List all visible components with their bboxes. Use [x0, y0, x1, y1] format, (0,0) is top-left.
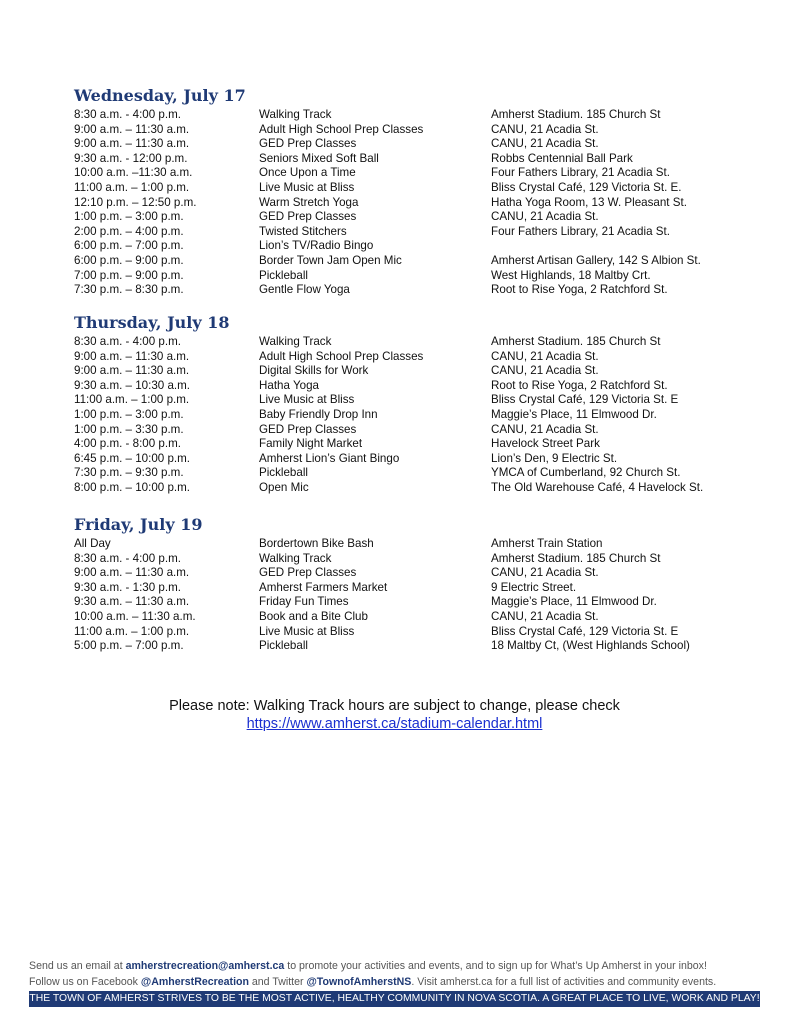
event-time: 11:00 a.m. – 1:00 p.m. — [74, 180, 190, 194]
event-row — [74, 253, 701, 269]
event-time: 5:00 p.m. – 7:00 p.m. — [74, 639, 184, 653]
event-location: Bliss Crystal Café, 129 Victoria St. E — [491, 393, 679, 407]
footer-twitter-handle[interactable]: @TownofAmherstNS — [306, 976, 412, 988]
day-heading: Wednesday, July 17 — [74, 86, 246, 105]
event-location: CANU, 21 Acadia St. — [491, 122, 599, 136]
event-location: CANU, 21 Acadia St. — [491, 609, 599, 623]
event-location: Four Fathers Library, 21 Acadia St. — [491, 166, 670, 180]
event-location: Amherst Stadium. 185 Church St — [491, 335, 661, 348]
event-location: Amherst Artisan Gallery, 142 S Albion St. — [491, 253, 701, 267]
event-location: CANU, 21 Acadia St. — [491, 364, 599, 378]
event-location: Root to Rise Yoga, 2 Ratchford St. — [491, 283, 668, 297]
event-time: 10:00 a.m. –11:30 a.m. — [74, 166, 193, 180]
event-time: 11:00 a.m. – 1:00 p.m. — [74, 393, 190, 407]
event-location: CANU, 21 Acadia St. — [491, 566, 599, 580]
event-name: Pickleball — [259, 268, 308, 282]
event-row — [74, 624, 679, 640]
event-name: Warm Stretch Yoga — [259, 195, 359, 209]
event-row — [74, 239, 374, 254]
event-time: 9:30 a.m. - 12:00 p.m. — [74, 151, 188, 165]
footer-social-post: . Visit amherst.ca for a full list of activities and community events. — [411, 976, 717, 988]
event-time: 12:10 p.m. – 12:50 p.m. — [74, 195, 197, 209]
event-list — [74, 537, 690, 654]
note-text: Please note: Walking Track hours are subject to change, please check — [169, 698, 620, 714]
event-time: 7:00 p.m. – 9:00 p.m. — [74, 268, 184, 282]
event-location: CANU, 21 Acadia St. — [491, 422, 599, 436]
event-name: Once Upon a Time — [259, 166, 356, 180]
event-location: 18 Maltby Ct, (West Highlands School) — [491, 639, 690, 653]
event-row — [74, 378, 668, 394]
event-location: Amherst Stadium. 185 Church St — [491, 108, 661, 121]
event-name: Live Music at Bliss — [259, 624, 355, 638]
event-location: Lion’s Den, 9 Electric St. — [491, 451, 618, 465]
event-name: Amherst Lion’s Giant Bingo — [259, 451, 400, 465]
event-time: 8:30 a.m. - 4:00 p.m. — [74, 108, 181, 121]
event-row — [74, 364, 599, 379]
footer-email-post: to promote your activities and events, and to sign up for What’s Up Amherst in your inbox! — [284, 960, 707, 972]
event-row — [74, 137, 599, 152]
event-row — [74, 335, 661, 350]
event-time: 9:00 a.m. – 11:30 a.m. — [74, 137, 190, 151]
event-time: 6:45 p.m. – 10:00 p.m. — [74, 451, 191, 465]
event-time: 1:00 p.m. – 3:30 p.m. — [74, 422, 184, 436]
event-name: GED Prep Classes — [259, 210, 357, 224]
event-time: All Day — [74, 537, 111, 550]
footer-facebook-handle[interactable]: @AmherstRecreation — [140, 976, 249, 988]
event-row — [74, 580, 577, 596]
event-time: 4:00 p.m. - 8:00 p.m. — [74, 437, 181, 451]
day-thursday — [74, 313, 704, 496]
event-row — [74, 122, 599, 138]
event-row — [74, 609, 599, 625]
day-wednesday — [74, 86, 701, 298]
event-row — [74, 537, 603, 552]
event-name: Walking Track — [259, 108, 332, 121]
event-name: Hatha Yoga — [259, 378, 319, 392]
event-location: Amherst Train Station — [491, 537, 603, 550]
event-location: Maggie’s Place, 11 Elmwood Dr. — [491, 407, 657, 421]
event-location: CANU, 21 Acadia St. — [491, 137, 599, 151]
event-location: Robbs Centennial Ball Park — [491, 151, 633, 165]
event-time: 7:30 p.m. – 8:30 p.m. — [74, 283, 184, 297]
event-time: 9:00 a.m. – 11:30 a.m. — [74, 566, 190, 580]
day-heading: Friday, July 19 — [74, 515, 203, 534]
event-name: Walking Track — [259, 551, 332, 565]
event-row — [74, 210, 599, 225]
event-name: GED Prep Classes — [259, 137, 357, 151]
event-time: 6:00 p.m. – 9:00 p.m. — [74, 253, 184, 267]
event-name: Bordertown Bike Bash — [259, 537, 374, 550]
event-row — [74, 166, 670, 181]
event-location: CANU, 21 Acadia St. — [491, 210, 599, 224]
event-name: Border Town Jam Open Mic — [259, 253, 402, 267]
event-row — [74, 566, 599, 581]
footer-banner: THE TOWN OF AMHERST STRIVES TO BE THE MOST ACTIVE, HEALTHY COMMUNITY IN NOVA SCOTIA. A GREAT PLACE TO LIVE, WORK AND PLAY! — [29, 991, 760, 1007]
event-row — [74, 422, 599, 438]
event-name: Pickleball — [259, 466, 308, 480]
event-time: 8:30 a.m. - 4:00 p.m. — [74, 335, 181, 348]
footer-email-line — [29, 960, 760, 972]
event-row — [74, 349, 599, 365]
event-location: Havelock Street Park — [491, 437, 600, 451]
event-time: 9:30 a.m. – 11:30 a.m. — [74, 595, 190, 609]
footer-social-pre: Follow us on Facebook — [29, 976, 141, 988]
event-row — [74, 551, 661, 567]
event-row — [74, 224, 670, 240]
event-row — [74, 393, 679, 408]
event-name: Family Night Market — [259, 437, 363, 451]
event-row — [74, 437, 600, 452]
event-name: Lion’s TV/Radio Bingo — [259, 239, 374, 253]
event-time: 9:00 a.m. – 11:30 a.m. — [74, 122, 190, 136]
event-location: West Highlands, 18 Maltby Crt. — [491, 268, 651, 282]
event-location: YMCA of Cumberland, 92 Church St. — [491, 466, 681, 480]
event-time: 2:00 p.m. – 4:00 p.m. — [74, 224, 184, 238]
event-row — [74, 639, 690, 654]
stadium-calendar-link[interactable]: https://www.amherst.ca/stadium-calendar.html — [246, 716, 543, 732]
event-name: GED Prep Classes — [259, 422, 357, 436]
event-name: Adult High School Prep Classes — [259, 122, 424, 136]
footer-email-pre: Send us an email at — [29, 960, 126, 972]
event-list — [74, 108, 701, 298]
event-row — [74, 451, 618, 467]
event-time: 8:30 a.m. - 4:00 p.m. — [74, 551, 181, 565]
event-name: Digital Skills for Work — [259, 364, 369, 378]
event-row — [74, 195, 687, 211]
event-row — [74, 480, 704, 496]
event-location: Maggie’s Place, 11 Elmwood Dr. — [491, 595, 657, 609]
event-name: Baby Friendly Drop Inn — [259, 407, 378, 421]
event-row — [74, 151, 633, 167]
event-row — [74, 595, 657, 610]
event-name: Pickleball — [259, 639, 308, 653]
event-time: 6:00 p.m. – 7:00 p.m. — [74, 239, 184, 253]
event-name: Amherst Farmers Market — [259, 580, 388, 594]
event-name: Walking Track — [259, 335, 332, 348]
event-row — [74, 407, 657, 423]
event-time: 9:00 a.m. – 11:30 a.m. — [74, 364, 190, 378]
footer-email-address[interactable]: amherstrecreation@amherst.ca — [125, 960, 285, 972]
event-time: 9:30 a.m. – 10:30 a.m. — [74, 378, 191, 392]
event-name: Gentle Flow Yoga — [259, 283, 350, 297]
footer-social-line — [29, 976, 760, 988]
event-location: The Old Warehouse Café, 4 Havelock St. — [491, 480, 704, 494]
event-time: 8:00 p.m. – 10:00 p.m. — [74, 480, 191, 494]
event-time: 7:30 p.m. – 9:30 p.m. — [74, 466, 184, 480]
event-list — [74, 335, 704, 496]
event-location: 9 Electric Street. — [491, 580, 577, 594]
event-name: Book and a Bite Club — [259, 609, 368, 623]
event-time: 11:00 a.m. – 1:00 p.m. — [74, 624, 190, 638]
event-time: 9:30 a.m. - 1:30 p.m. — [74, 580, 181, 594]
event-location: Bliss Crystal Café, 129 Victoria St. E. — [491, 180, 682, 194]
event-location: Hatha Yoga Room, 13 W. Pleasant St. — [491, 195, 687, 209]
walking-track-note — [0, 697, 789, 733]
event-row — [74, 283, 668, 298]
footer-social-mid: and Twitter — [248, 976, 307, 988]
event-row — [74, 108, 661, 123]
event-name: Seniors Mixed Soft Ball — [259, 151, 379, 165]
event-name: Friday Fun Times — [259, 595, 349, 609]
event-location: CANU, 21 Acadia St. — [491, 349, 599, 363]
event-name: Adult High School Prep Classes — [259, 349, 424, 363]
day-heading: Thursday, July 18 — [74, 313, 230, 332]
event-name: Live Music at Bliss — [259, 180, 355, 194]
event-location: Bliss Crystal Café, 129 Victoria St. E — [491, 624, 679, 638]
event-row — [74, 180, 682, 196]
event-name: Open Mic — [259, 480, 309, 494]
day-friday — [74, 515, 690, 654]
event-time: 10:00 a.m. – 11:30 a.m. — [74, 609, 196, 623]
event-name: Live Music at Bliss — [259, 393, 355, 407]
event-time: 9:00 a.m. – 11:30 a.m. — [74, 349, 190, 363]
event-name: Twisted Stitchers — [259, 224, 347, 238]
event-name: GED Prep Classes — [259, 566, 357, 580]
event-location: Amherst Stadium. 185 Church St — [491, 551, 661, 565]
event-time: 1:00 p.m. – 3:00 p.m. — [74, 407, 184, 421]
event-row — [74, 268, 651, 284]
event-location: Root to Rise Yoga, 2 Ratchford St. — [491, 378, 668, 392]
event-location: Four Fathers Library, 21 Acadia St. — [491, 224, 670, 238]
event-row — [74, 466, 681, 481]
event-time: 1:00 p.m. – 3:00 p.m. — [74, 210, 184, 224]
